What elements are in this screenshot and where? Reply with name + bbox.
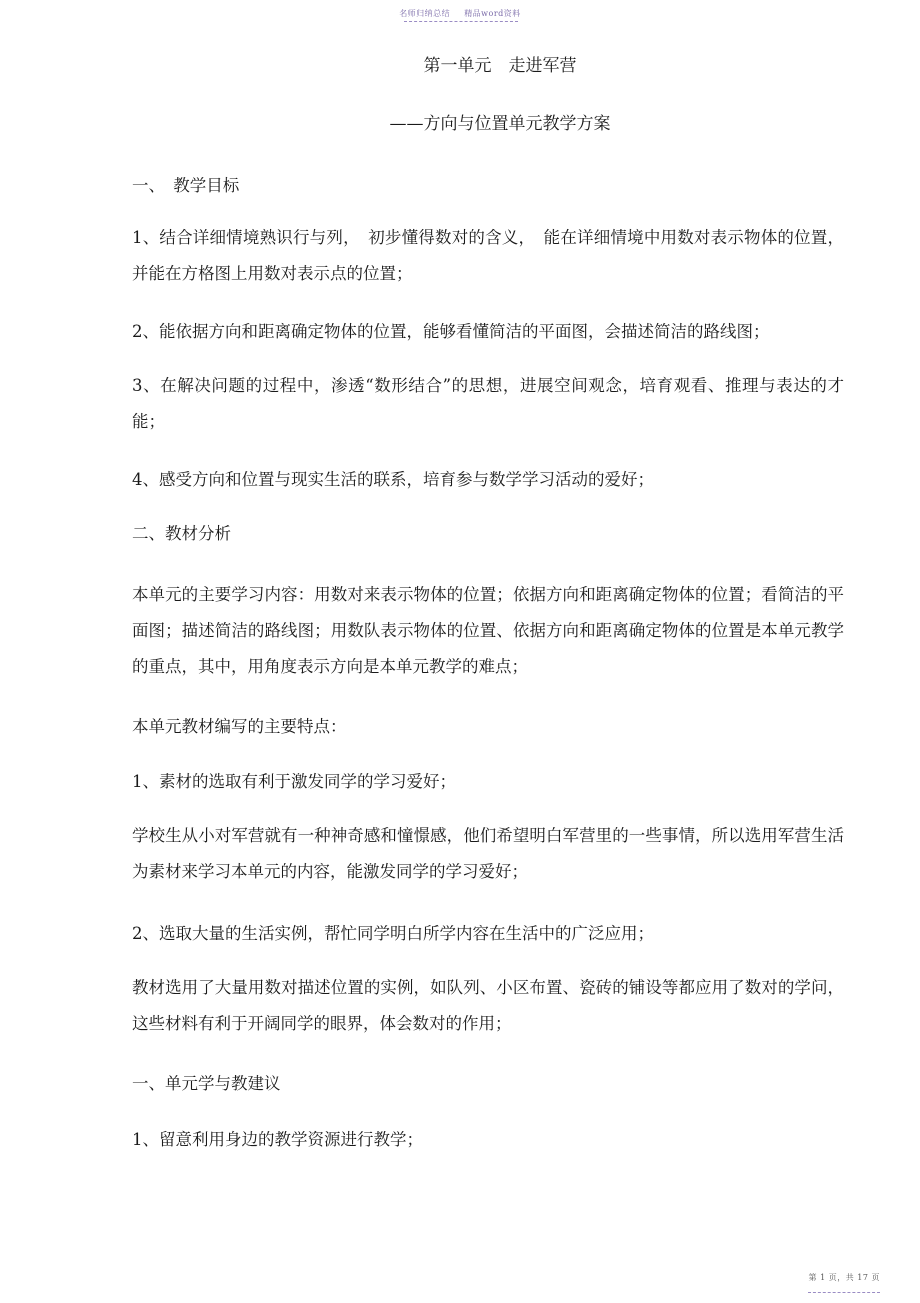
document-subtitle: ——方向与位置单元教学方案 [389, 114, 611, 134]
objective-3: 3、在解决问题的过程中，渗透“数形结合”的思想，进展空间观念，培育观看、推理与表达的才能； [132, 376, 844, 431]
page-header-note [0, 8, 920, 19]
section-heading-suggestions: 一、单元学与教建议 [132, 1074, 281, 1093]
feature-1: 1、素材的选取有利于激发同学的学习爱好； [132, 772, 456, 791]
header-left-text: 名师归纳总结 [399, 9, 451, 18]
feature-1-detail: 学校生从小对军营就有一种神奇感和憧憬感，他们希望明白军营里的一些事情，所以选用军营生活为素材来学习本单元的内容，能激发同学的学习爱好； [132, 826, 844, 881]
section-heading-objectives: 一、 教学目标 [132, 176, 240, 195]
feature-2-detail: 教材选用了大量用数对描述位置的实例，如队列、小区布置、瓷砖的铺设等都应用了数对的学问，这些材料有利于开阔同学的眼界，体会数对的作用； [132, 978, 844, 1033]
feature-2: 2、选取大量的生活实例，帮忙同学明白所学内容在生活中的广泛应用； [132, 924, 654, 943]
features-heading: 本单元教材编写的主要特点： [132, 717, 347, 736]
objective-4: 4、感受方向和位置与现实生活的联系，培育参与数学学习活动的爱好； [132, 470, 654, 489]
footer-divider [808, 1292, 880, 1293]
analysis-paragraph: 本单元的主要学习内容：用数对来表示物体的位置；依据方向和距离确定物体的位置；看简洁的平面图；描述简洁的路线图；用数队表示物体的位置、依据方向和距离确定物体的位置是本单元教学的重点，其中，用角度表示方向是本单元教学的难点； [132, 585, 844, 676]
objective-2: 2、能依据方向和距离确定物体的位置，能够看懂简洁的平面图，会描述简洁的路线图； [132, 322, 770, 341]
section-heading-analysis: 二、教材分析 [132, 524, 231, 543]
document-title: 第一单元 走进军营 [423, 56, 577, 76]
suggestion-1: 1、留意利用身边的教学资源进行教学； [132, 1130, 423, 1149]
header-divider [404, 21, 518, 22]
header-right-text: 精品word资料 [464, 9, 521, 18]
page-number: 第 1 页，共 17 页 [808, 1273, 880, 1282]
objective-1: 1、结合详细情境熟识行与列， 初步懂得数对的含义， 能在详细情境中用数对表示物体的位置，并能在方格图上用数对表示点的位置； [132, 228, 844, 283]
